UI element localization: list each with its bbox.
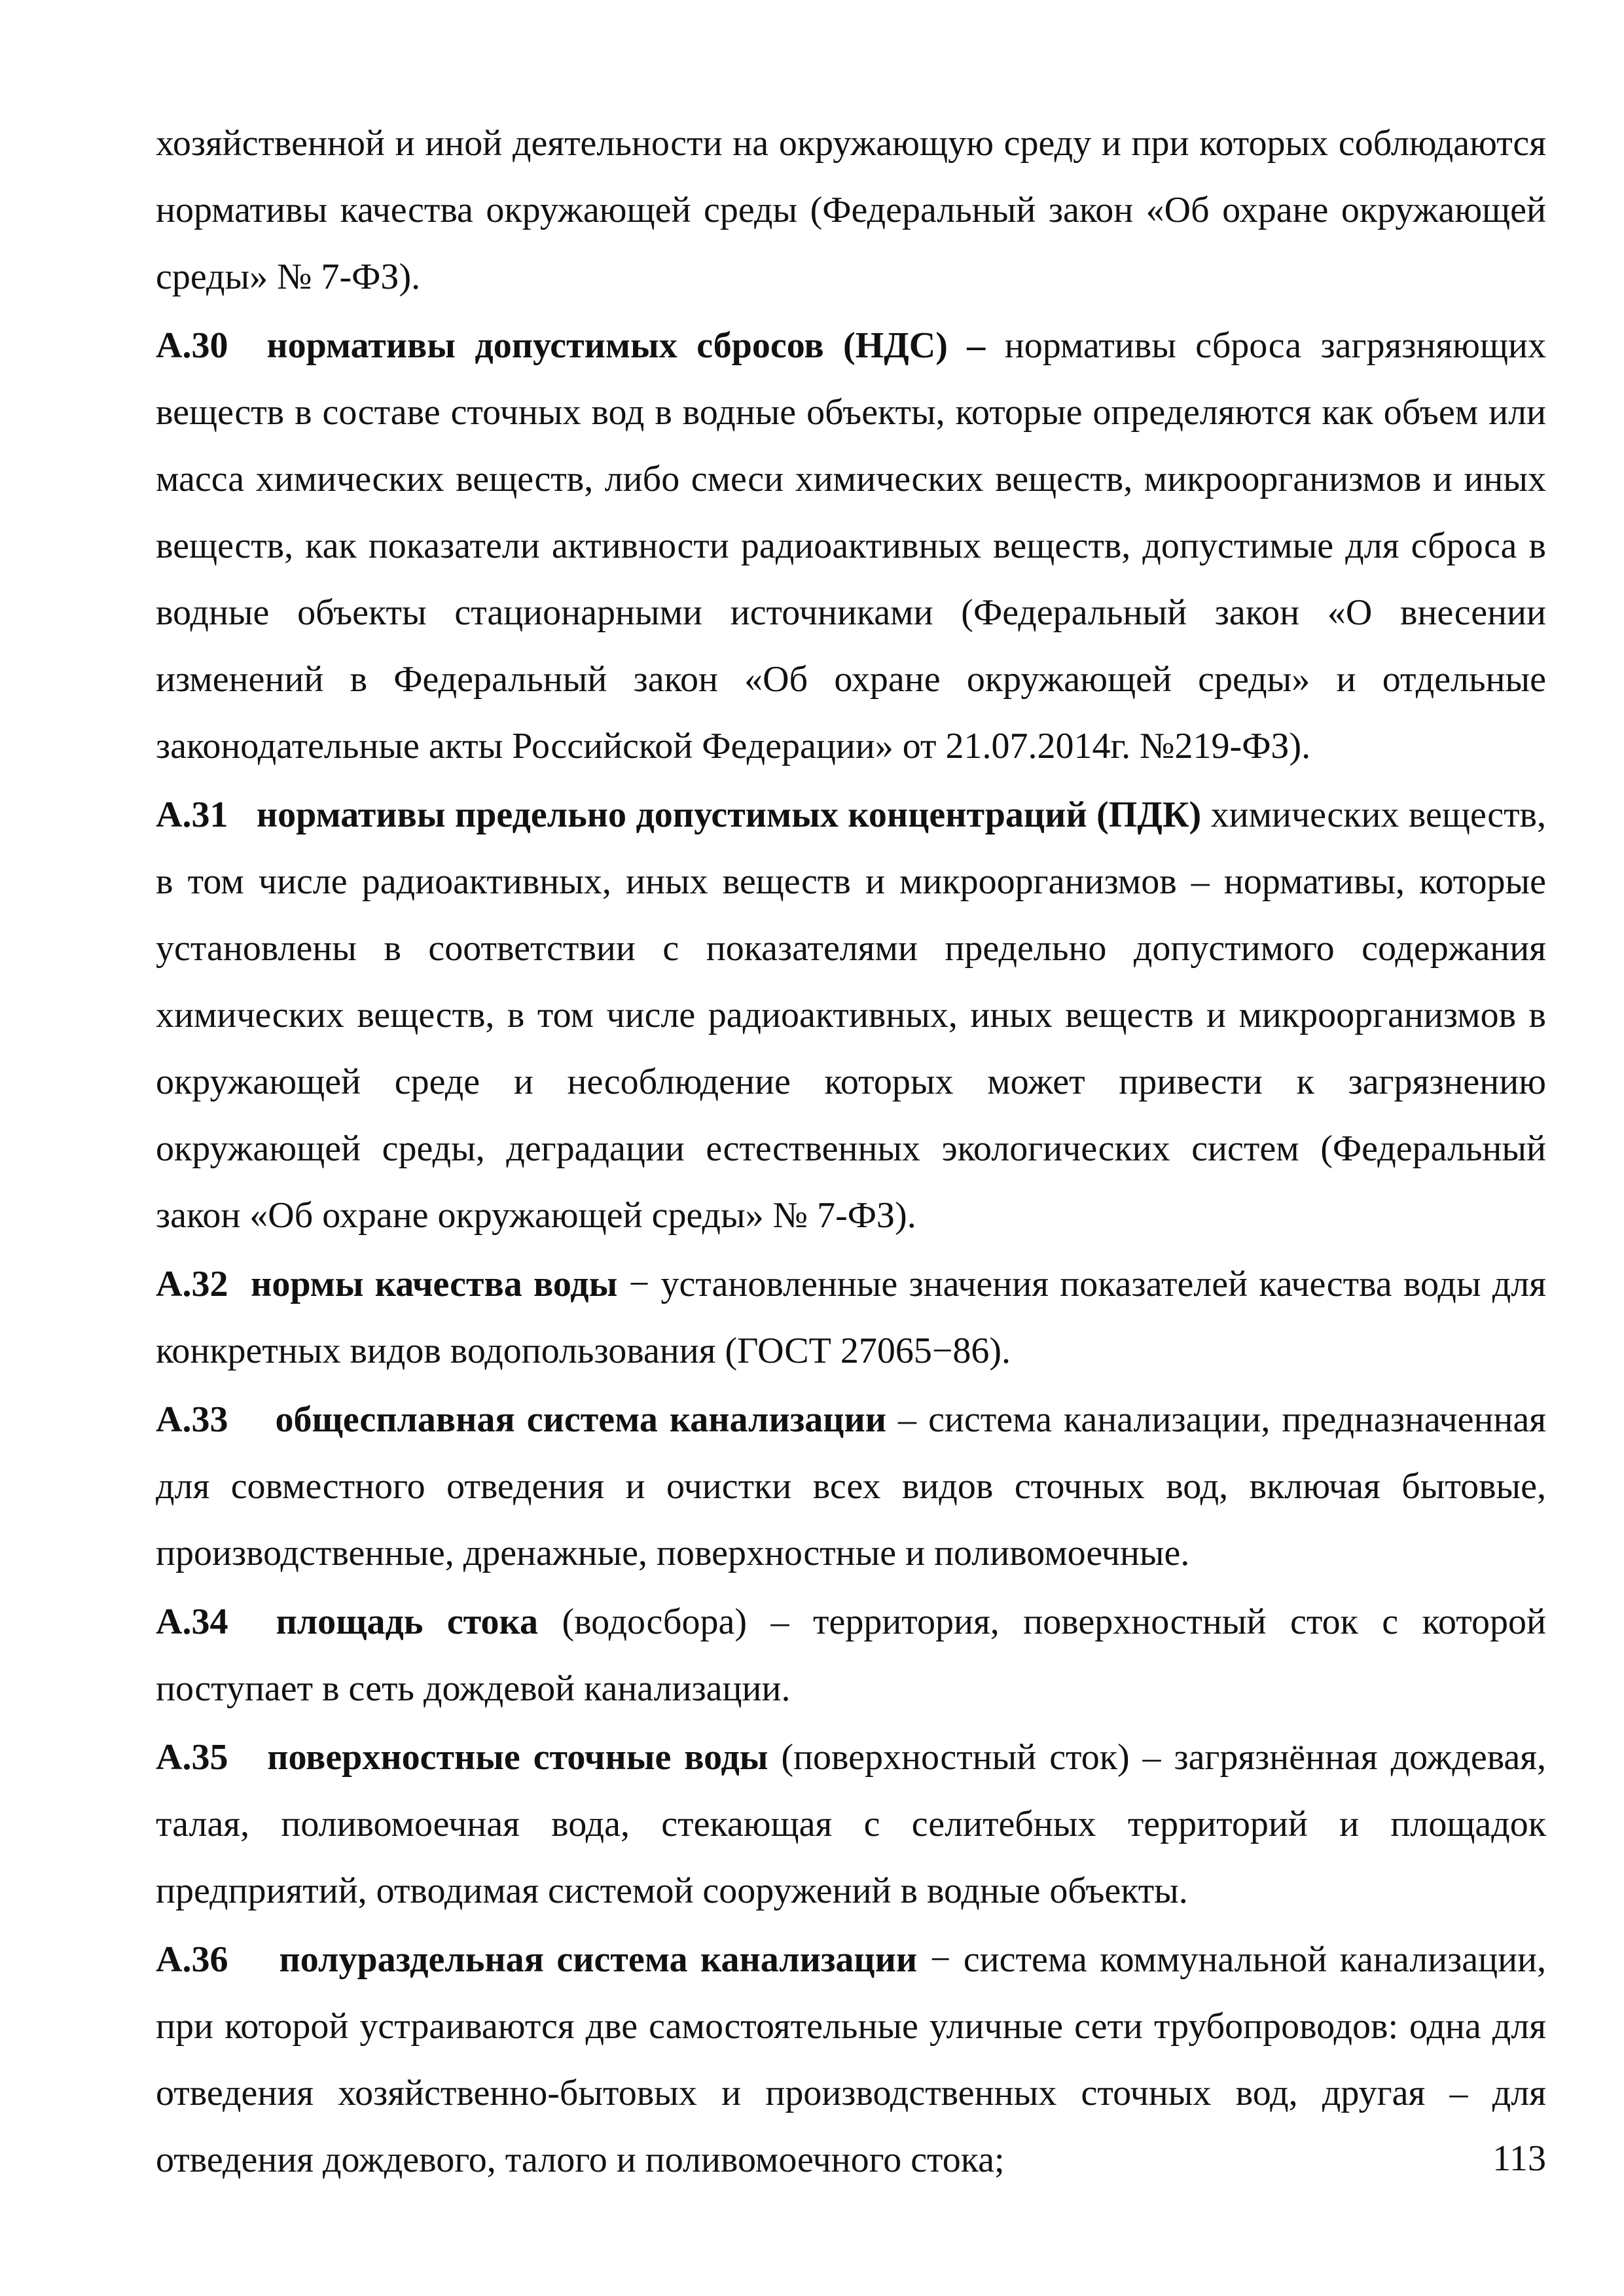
definition-text: (водосбора) – территория, поверхностный сток с которой поступает в сеть дождевой канализации. — [156, 1602, 1546, 1709]
definition-term: нормативы допустимых сбросов (НДС) – — [266, 325, 986, 366]
definition-code: А.33 — [156, 1399, 228, 1440]
definition-text: химических веществ, в том числе радиоактивных, иных веществ и микроорганизмов – нормативы, которые установлены в соответствии с показателями предельно допустимого содержания химических веществ, в том числе радиоактивных, иных веществ и микроорганизмов в окружающей среде и несоблюдение которых может привести к загрязнению окружающей среды, деградации естественных экологических систем (Федеральный закон «Об охране окружающей среды» № 7-ФЗ). — [156, 795, 1547, 1236]
definition-code: А.32 — [156, 1264, 228, 1304]
definition-a36 — [156, 1926, 1546, 2193]
definition-continuation — [156, 110, 1546, 310]
definition-code: А.31 — [156, 795, 228, 835]
definition-term: нормы качества воды — [251, 1264, 618, 1304]
definition-text: (поверхностный сток) – загрязнённая дождевая, талая, поливомоечная вода, стекающая с селитебных территорий и площадок предприятий, отводимая системой сооружений в водные объекты. — [156, 1737, 1547, 1911]
definition-text: – система канализации, предназначенная для совместного отведения и очистки всех видов сточных вод, включая бытовые, производственные, дренажные, поверхностные и поливомоечные. — [156, 1399, 1547, 1573]
definition-text: − система коммунальной канализации, при которой устраиваются две самостоятельные уличные сети трубопроводов: одна для отведения хозяйственно-бытовых и производственных сточных вод, другая – для отведения дождевого, талого и поливомоечного стока; — [156, 1939, 1547, 2180]
definition-text: нормативы сброса загрязняющих веществ в составе сточных вод в водные объекты, которые определяются как объем или масса химических веществ, либо смеси химических веществ, микроорганизмов и иных веществ, как показатели активности радиоактивных веществ, допустимые для сброса в водные объекты стационарными источниками (Федеральный закон «О внесении изменений в Федеральный закон «Об охране окружающей среды» и отдельные законодательные акты Российской Федерации» от 21.07.2014г. №219-ФЗ). — [156, 325, 1547, 766]
definition-code: А.36 — [156, 1939, 228, 1980]
definition-term: площадь стока — [276, 1602, 538, 1642]
definition-a31 — [156, 781, 1546, 1249]
document-page — [156, 110, 1546, 2195]
definition-a34 — [156, 1588, 1546, 1722]
definition-term: поверхностные сточные воды — [267, 1737, 768, 1778]
definition-code: А.30 — [156, 325, 228, 366]
page-number: 113 — [1492, 2138, 1546, 2179]
definition-term: полураздельная система канализации — [279, 1939, 918, 1980]
definition-a35 — [156, 1724, 1546, 1924]
definition-a32 — [156, 1251, 1546, 1384]
definition-code: А.35 — [156, 1737, 228, 1778]
definition-term: нормативы предельно допустимых концентраций (ПДК) — [256, 795, 1202, 835]
definition-term: общесплавная система канализации — [275, 1399, 887, 1440]
paragraph-text: хозяйственной и иной деятельности на окружающую среду и при которых соблюдаются нормативы качества окружающей среды (Федеральный закон «Об охране окружающей среды» № 7-ФЗ). — [156, 123, 1546, 297]
definition-a30 — [156, 312, 1546, 780]
definition-text: − установленные значения показателей качества воды для конкретных видов водопользования (ГОСТ 27065−86). — [156, 1264, 1547, 1371]
definition-code: А.34 — [156, 1602, 228, 1642]
definition-a33 — [156, 1386, 1546, 1587]
